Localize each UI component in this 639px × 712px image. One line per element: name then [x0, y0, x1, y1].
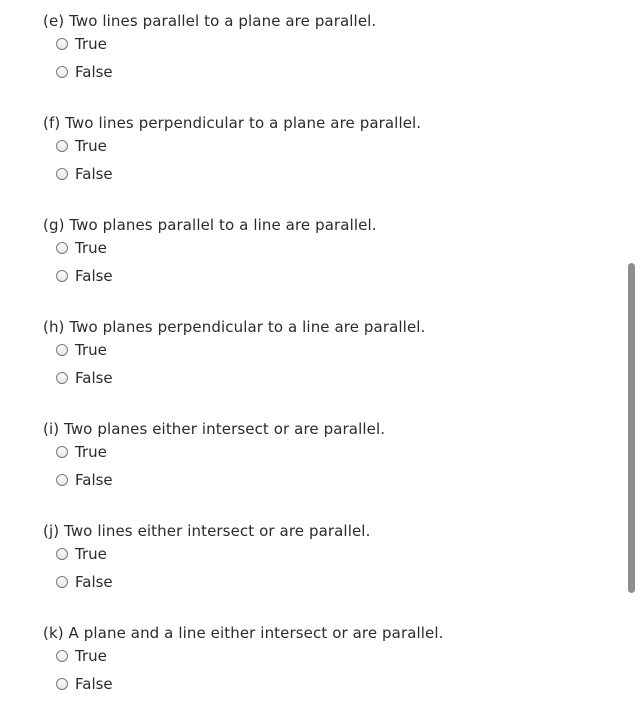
radio-button[interactable] — [56, 474, 68, 486]
option-label: True — [75, 35, 107, 53]
radio-button[interactable] — [56, 576, 68, 588]
radio-button[interactable] — [56, 372, 68, 384]
option-true[interactable] — [56, 137, 107, 155]
question-h — [0, 306, 620, 406]
radio-button[interactable] — [56, 270, 68, 282]
radio-button[interactable] — [56, 242, 68, 254]
option-label: True — [75, 545, 107, 563]
option-label: False — [75, 573, 113, 591]
radio-button[interactable] — [56, 678, 68, 690]
question-f — [0, 102, 620, 202]
option-label: True — [75, 239, 107, 257]
question-prompt: (k) A plane and a line either intersect or are parallel. — [43, 624, 444, 642]
option-false[interactable] — [56, 573, 113, 591]
question-e — [0, 0, 620, 100]
option-true[interactable] — [56, 239, 107, 257]
option-label: False — [75, 471, 113, 489]
radio-button[interactable] — [56, 446, 68, 458]
vertical-scrollbar[interactable] — [625, 0, 639, 700]
option-label: False — [75, 165, 113, 183]
question-prompt: (j) Two lines either intersect or are parallel. — [43, 522, 371, 540]
option-label: False — [75, 369, 113, 387]
option-label: True — [75, 443, 107, 461]
option-label: False — [75, 675, 113, 693]
option-false[interactable] — [56, 471, 113, 489]
radio-button[interactable] — [56, 66, 68, 78]
option-false[interactable] — [56, 63, 113, 81]
option-label: True — [75, 137, 107, 155]
question-j — [0, 510, 620, 610]
option-true[interactable] — [56, 647, 107, 665]
option-true[interactable] — [56, 545, 107, 563]
option-label: False — [75, 63, 113, 81]
radio-button[interactable] — [56, 344, 68, 356]
question-prompt: (f) Two lines perpendicular to a plane are parallel. — [43, 114, 422, 132]
option-true[interactable] — [56, 341, 107, 359]
radio-button[interactable] — [56, 650, 68, 662]
question-i — [0, 408, 620, 508]
question-g — [0, 204, 620, 304]
question-k — [0, 612, 620, 712]
question-prompt: (h) Two planes perpendicular to a line are parallel. — [43, 318, 426, 336]
option-false[interactable] — [56, 675, 113, 693]
radio-button[interactable] — [56, 548, 68, 560]
radio-button[interactable] — [56, 168, 68, 180]
option-label: False — [75, 267, 113, 285]
question-prompt: (i) Two planes either intersect or are parallel. — [43, 420, 386, 438]
scrollbar-thumb[interactable] — [628, 263, 635, 593]
question-prompt: (e) Two lines parallel to a plane are parallel. — [43, 12, 377, 30]
question-prompt: (g) Two planes parallel to a line are parallel. — [43, 216, 377, 234]
option-true[interactable] — [56, 35, 107, 53]
option-label: True — [75, 647, 107, 665]
radio-button[interactable] — [56, 140, 68, 152]
radio-button[interactable] — [56, 38, 68, 50]
option-false[interactable] — [56, 165, 113, 183]
option-false[interactable] — [56, 267, 113, 285]
option-true[interactable] — [56, 443, 107, 461]
option-false[interactable] — [56, 369, 113, 387]
option-label: True — [75, 341, 107, 359]
